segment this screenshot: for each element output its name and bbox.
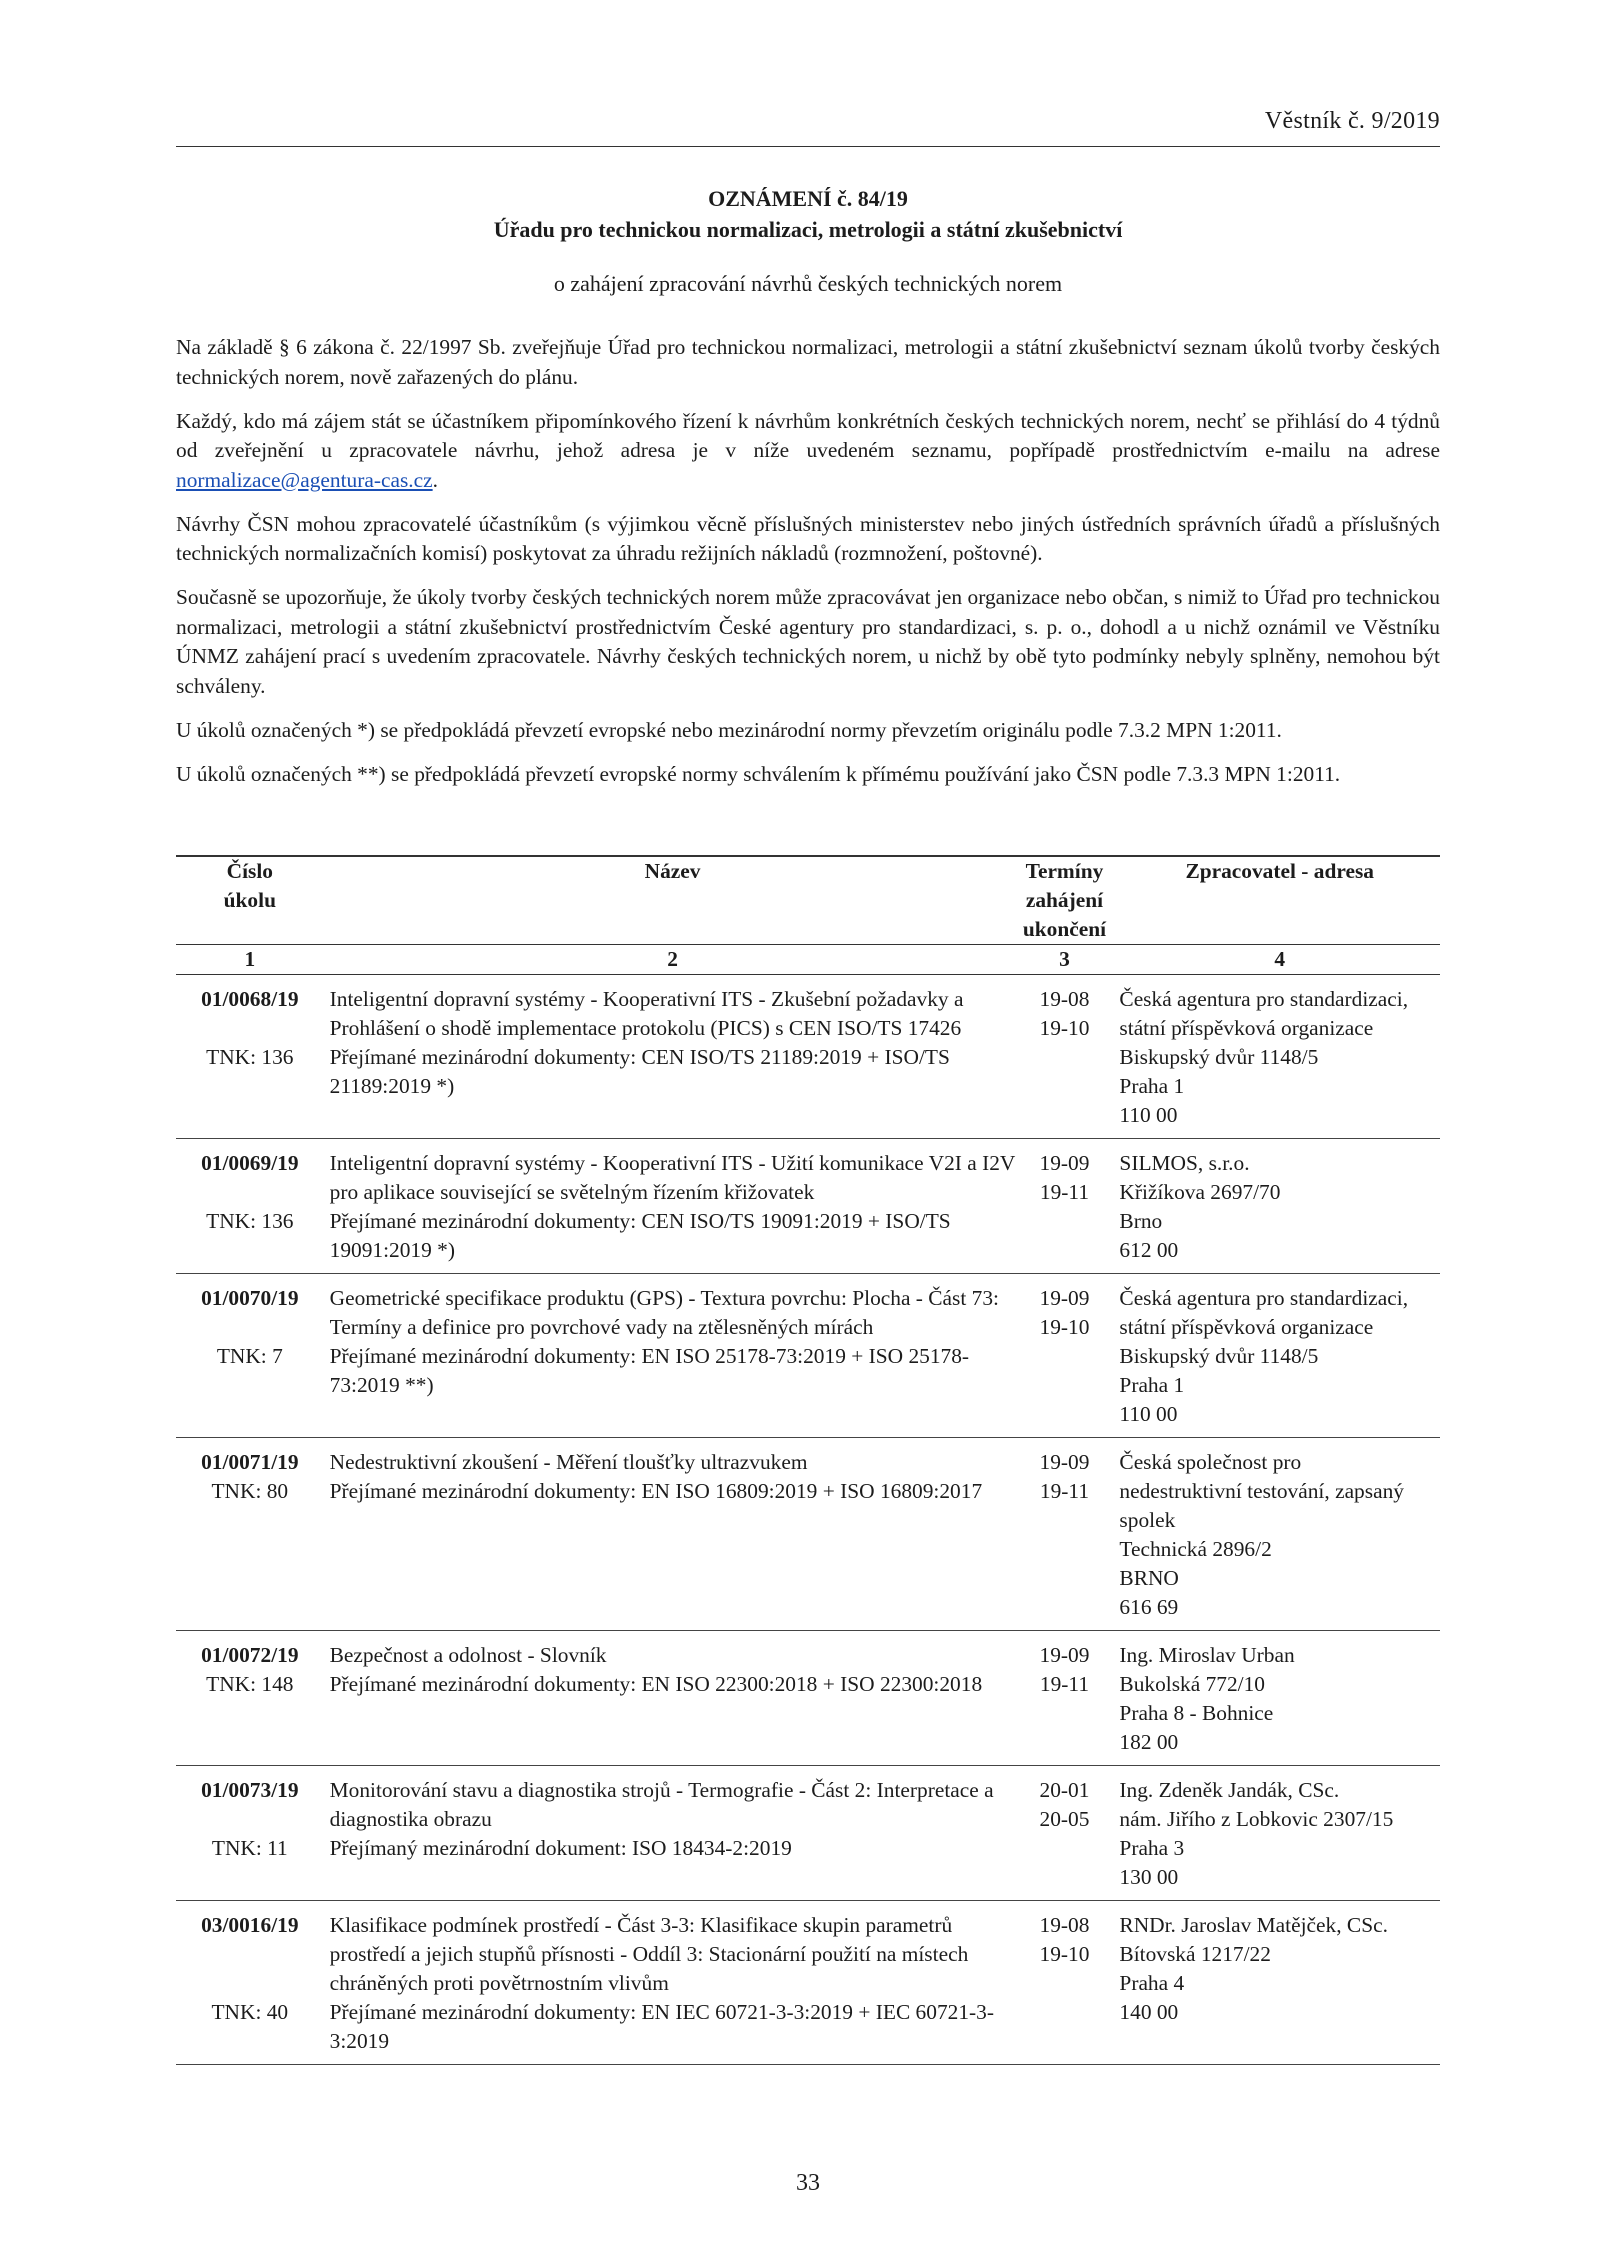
task-id: 01/0073/19: [201, 1778, 299, 1802]
task-title: Inteligentní dopravní systémy - Kooperativní ITS - Zkušební požadavky a Prohlášení o shodě implementace protokolu (PICS) s CEN ISO/TS 17426: [329, 987, 964, 1040]
header-rule: [176, 146, 1440, 147]
task-id: 01/0071/19: [201, 1450, 299, 1474]
table-row: [176, 975, 1440, 1139]
paragraph-conditions: Současně se upozorňuje, že úkoly tvorby českých technických norem může zpracovávat jen organizace nebo občan, s nimiž to Úřad pro technickou normalizaci, metrologii a státní zkušebnictví prostřednictvím České agentury pro standardizaci, s. p. o., dohodl a u nichž oznámil ve Věstníku ÚNMZ zahájení prací s uvedením zpracovatele. Návrhy českých technických norem, u nichž by obě tyto podmínky nebyly splněny, nemohou být schváleny.: [176, 585, 1440, 698]
address-line: státní příspěvková organizace: [1119, 1315, 1374, 1339]
task-title: Monitorování stavu a diagnostika strojů - Termografie - Část 2: Interpretace a diagnostika obrazu: [329, 1778, 994, 1831]
announcement-body: [176, 333, 1440, 804]
start-date: 19-09: [1039, 1286, 1090, 1310]
task-title-cell: [324, 975, 1016, 1139]
start-date: 19-08: [1039, 1913, 1090, 1937]
task-title-cell: [324, 1766, 1016, 1901]
processor-address-cell: [1113, 1631, 1440, 1766]
task-id: 03/0016/19: [201, 1913, 299, 1937]
paragraph-text: Každý, kdo má zájem stát se účastníkem připomínkového řízení k návrhům konkrétních českých technických norem, nechť se přihlásí do 4 týdnů od zveřejnění u zpracovatele návrhu, jehož adresa je v níže uvedeném seznamu, popřípadě prostřednictvím e-mailu na adrese: [176, 408, 1440, 462]
start-date: 19-09: [1039, 1450, 1090, 1474]
end-date: 19-10: [1039, 1942, 1090, 1966]
address-line: Bukolská 772/10: [1119, 1672, 1265, 1696]
task-id: 01/0068/19: [201, 987, 299, 1011]
end-date: 19-10: [1039, 1315, 1090, 1339]
column-number: 3: [1016, 945, 1114, 975]
task-title-cell: [324, 1901, 1016, 2065]
address-line: 612 00: [1119, 1238, 1179, 1262]
adopted-documents: Přejímané mezinárodní dokumenty: EN ISO 22300:2018 + ISO 22300:2018: [329, 1672, 983, 1696]
address-line: Biskupský dvůr 1148/5: [1119, 1344, 1319, 1368]
task-rows: [176, 975, 1440, 2065]
address-line: 110 00: [1119, 1402, 1178, 1426]
paragraph-note-double: U úkolů označených **) se předpokládá převzetí evropské normy schválením k přímému používání jako ČSN podle 7.3.3 MPN 1:2011.: [176, 761, 1341, 786]
address-line: Praha 3: [1119, 1836, 1185, 1860]
adopted-documents: Přejímané mezinárodní dokumenty: CEN ISO/TS 21189:2019 + ISO/TS 21189:2019 *): [329, 1045, 950, 1098]
adopted-documents: Přejímané mezinárodní dokumenty: EN ISO 16809:2019 + ISO 16809:2017: [329, 1479, 983, 1503]
start-date: 20-01: [1039, 1778, 1090, 1802]
task-dates-cell: [1016, 1274, 1114, 1438]
address-line: 110 00: [1119, 1103, 1178, 1127]
end-date: 20-05: [1039, 1807, 1090, 1831]
task-title: Klasifikace podmínek prostředí - Část 3-3: Klasifikace skupin parametrů prostředí a jejich stupňů přísnosti - Oddíl 3: Stacionární použití na místech chráněných proti povětrnostním vlivům: [329, 1913, 969, 1995]
address-line: Křižíkova 2697/70: [1119, 1180, 1281, 1204]
processor-address-cell: [1113, 1766, 1440, 1901]
task-dates-cell: [1016, 1139, 1114, 1274]
address-line: Ing. Zdeněk Jandák, CSc.: [1119, 1778, 1340, 1802]
processor-address-cell: [1113, 1274, 1440, 1438]
adopted-documents: Přejímané mezinárodní dokumenty: CEN ISO/TS 19091:2019 + ISO/TS 19091:2019 *): [329, 1209, 951, 1262]
address-line: Praha 1: [1119, 1074, 1185, 1098]
address-line: Česká agentura pro standardizaci,: [1119, 1286, 1409, 1310]
task-title: Bezpečnost a odolnost - Slovník: [329, 1643, 607, 1667]
task-title-cell: [324, 1274, 1016, 1438]
task-dates-cell: [1016, 1901, 1114, 2065]
address-line: státní příspěvková organizace: [1119, 1016, 1374, 1040]
task-number-cell: [176, 1438, 324, 1631]
processor-address-cell: [1113, 1438, 1440, 1631]
header-text: Termíny: [1025, 859, 1104, 883]
header-text: zahájení: [1025, 888, 1104, 912]
task-title-cell: [324, 1438, 1016, 1631]
address-line: Praha 4: [1119, 1971, 1185, 1995]
table-header-row: [176, 857, 1440, 945]
address-line: Brno: [1119, 1209, 1163, 1233]
column-number: 1: [176, 945, 324, 975]
start-date: 19-09: [1039, 1151, 1090, 1175]
issuing-office: Úřadu pro technickou normalizaci, metrologii a státní zkušebnictví: [493, 217, 1123, 242]
task-title-cell: [324, 1631, 1016, 1766]
task-id: 01/0069/19: [201, 1151, 299, 1175]
tnk-committee: TNK: 11: [211, 1836, 288, 1860]
announcement-subject: o zahájení zpracování návrhů českých technických norem: [553, 271, 1063, 296]
announcement-number: OZNÁMENÍ č. 84/19: [708, 186, 908, 211]
address-line: Ing. Miroslav Urban: [1119, 1643, 1295, 1667]
task-dates-cell: [1016, 1438, 1114, 1631]
task-id: 01/0072/19: [201, 1643, 299, 1667]
task-number-cell: [176, 1766, 324, 1901]
table-row: [176, 1901, 1440, 2065]
address-line: Praha 1: [1119, 1373, 1185, 1397]
task-number-cell: [176, 975, 324, 1139]
task-number-cell: [176, 1631, 324, 1766]
header-processor: Zpracovatel - adresa: [1185, 859, 1374, 883]
paragraph-fees: Návrhy ČSN mohou zpracovatelé účastníkům (s výjimkou věcně příslušných ministerstev nebo jiných ústředních správních úřadů a příslušných technických normalizačních komisí) poskytovat za úhradu režijních nákladů (rozmnožení, poštovné).: [176, 511, 1440, 565]
task-dates-cell: [1016, 1766, 1114, 1901]
table-row: [176, 1438, 1440, 1631]
header-dates: [1016, 857, 1114, 945]
address-line: Česká agentura pro standardizaci,: [1119, 987, 1409, 1011]
start-date: 19-08: [1039, 987, 1090, 1011]
processor-address-cell: [1113, 1901, 1440, 2065]
start-date: 19-09: [1039, 1643, 1090, 1667]
adopted-documents: Přejímané mezinárodní dokumenty: EN IEC 60721-3-3:2019 + IEC 60721-3-3:2019: [329, 2000, 994, 2053]
tnk-committee: TNK: 136: [206, 1045, 294, 1069]
task-id: 01/0070/19: [201, 1286, 299, 1310]
header-text: ukončení: [1022, 917, 1107, 941]
task-number-cell: [176, 1901, 324, 2065]
end-date: 19-11: [1039, 1479, 1090, 1503]
task-number-cell: [176, 1139, 324, 1274]
tnk-committee: TNK: 80: [211, 1479, 289, 1503]
address-line: SILMOS, s.r.o.: [1119, 1151, 1250, 1175]
column-number: 4: [1113, 945, 1440, 975]
address-line: spolek: [1119, 1508, 1176, 1532]
address-line: Česká společnost pro: [1119, 1450, 1302, 1474]
processor-address-cell: [1113, 1139, 1440, 1274]
address-line: 182 00: [1119, 1730, 1179, 1754]
tnk-committee: TNK: 7: [216, 1344, 283, 1368]
address-line: BRNO: [1119, 1566, 1179, 1590]
address-line: 616 69: [1119, 1595, 1179, 1619]
column-number-row: [176, 945, 1440, 975]
end-date: 19-11: [1039, 1180, 1090, 1204]
header-text: Číslo: [226, 859, 273, 883]
paragraph-text: .: [432, 467, 438, 492]
email-link[interactable]: normalizace@agentura-cas.cz: [176, 467, 433, 492]
table-row: [176, 1766, 1440, 1901]
table-row: [176, 1139, 1440, 1274]
task-title: Nedestruktivní zkoušení - Měření tloušťky ultrazvukem: [329, 1450, 808, 1474]
tnk-committee: TNK: 136: [206, 1209, 294, 1233]
address-line: Bítovská 1217/22: [1119, 1942, 1271, 1966]
header-title: Název: [644, 859, 701, 883]
task-dates-cell: [1016, 975, 1114, 1139]
table-row: [176, 1274, 1440, 1438]
announcement-heading: [176, 183, 1440, 297]
address-line: 130 00: [1119, 1865, 1179, 1889]
address-line: Technická 2896/2: [1119, 1537, 1272, 1561]
table-row: [176, 1631, 1440, 1766]
task-title-cell: [324, 1139, 1016, 1274]
address-line: RNDr. Jaroslav Matějček, CSc.: [1119, 1913, 1388, 1937]
tasks-table: [176, 855, 1440, 2065]
task-title: Geometrické specifikace produktu (GPS) - Textura povrchu: Plocha - Část 73: Termíny a definice pro povrchové vady na ztělesněných mírách: [329, 1286, 999, 1339]
paragraph-legal-basis: Na základě § 6 zákona č. 22/1997 Sb. zveřejňuje Úřad pro technickou normalizaci, metrologii a státní zkušebnictví seznam úkolů tvorby českých technických norem, nově zařazených do plánu.: [176, 335, 1440, 389]
tnk-committee: TNK: 148: [206, 1672, 294, 1696]
paragraph-note-single: U úkolů označených *) se předpokládá převzetí evropské nebo mezinárodní normy převzetím originálu podle 7.3.2 MPN 1:2011.: [176, 717, 1282, 742]
address-line: Biskupský dvůr 1148/5: [1119, 1045, 1319, 1069]
address-line: 140 00: [1119, 2000, 1179, 2024]
address-line: nám. Jiřího z Lobkovic 2307/15: [1119, 1807, 1394, 1831]
task-title: Inteligentní dopravní systémy - Kooperativní ITS - Užití komunikace V2I a I2V pro aplikace související se světelným řízením křižovatek: [329, 1151, 1015, 1204]
header-task-number: [176, 857, 324, 945]
column-number: 2: [324, 945, 1016, 975]
page-number: 33: [796, 2170, 820, 2196]
tnk-committee: TNK: 40: [211, 2000, 289, 2024]
task-number-cell: [176, 1274, 324, 1438]
end-date: 19-11: [1039, 1672, 1090, 1696]
processor-address-cell: [1113, 975, 1440, 1139]
address-line: nedestruktivní testování, zapsaný: [1119, 1479, 1404, 1503]
adopted-documents: Přejímané mezinárodní dokumenty: EN ISO 25178-73:2019 + ISO 25178-73:2019 **): [329, 1344, 970, 1397]
task-dates-cell: [1016, 1631, 1114, 1766]
paragraph-comment-procedure: [176, 407, 1440, 496]
address-line: Praha 8 - Bohnice: [1119, 1701, 1274, 1725]
adopted-documents: Přejímaný mezinárodní dokument: ISO 18434-2:2019: [329, 1836, 792, 1860]
end-date: 19-10: [1039, 1016, 1090, 1040]
running-head: Věstník č. 9/2019: [1264, 108, 1440, 134]
header-text: úkolu: [223, 888, 276, 912]
